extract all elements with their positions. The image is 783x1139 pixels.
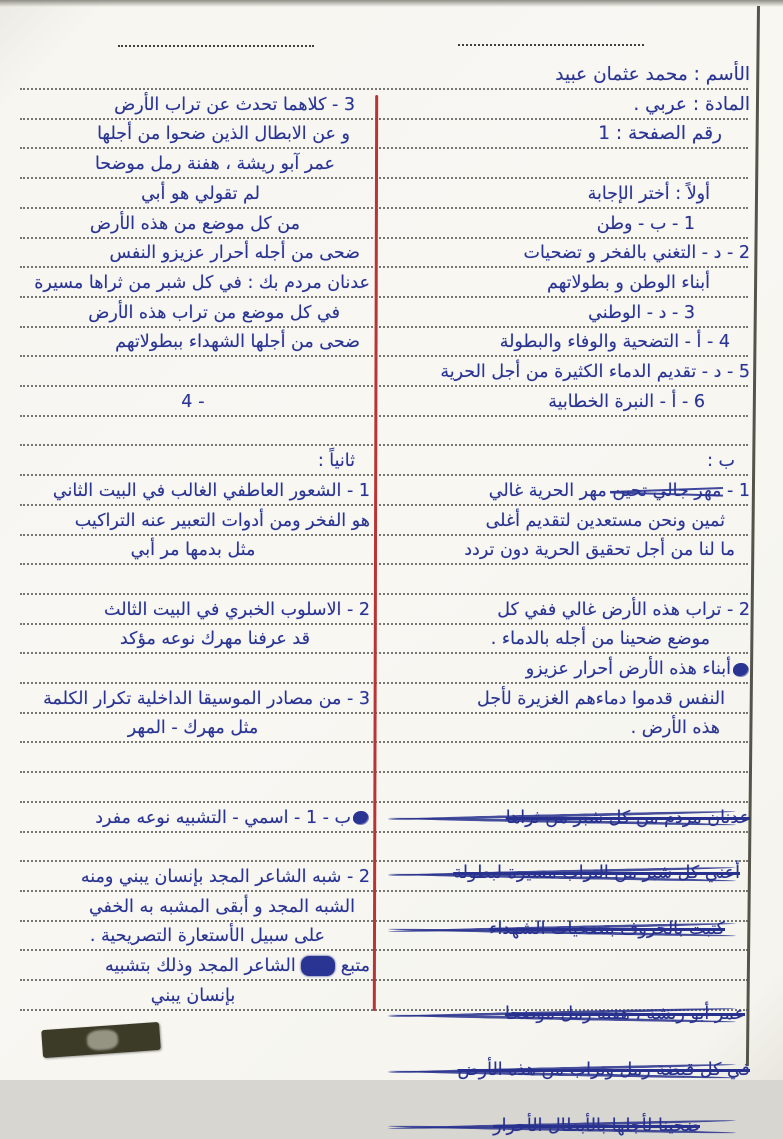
left-column [16, 0, 370, 1080]
struck-line: عدنان مردم من كل شبر من ثراها [384, 805, 750, 831]
struck-words: مهر جالي تحين [612, 478, 721, 504]
handwritten-line: عدنان مردم بك : في كل شبر من ثراها مسيرة [34, 272, 370, 293]
right-column [384, 0, 750, 1136]
handwritten-line: ضحى من أجله أحرار عزيزو النفس [109, 243, 360, 264]
struck-line: ضحينا لأجلها بالأبطال الأحرار [384, 1113, 750, 1139]
struck-line: كتبت بالحروف بتضحيات الشهداء [384, 916, 750, 942]
handwritten-line: 1 - الشعور العاطفي الغالب في البيت الثاني [52, 480, 370, 501]
handwritten-line: مثل بدمها مر أبي [130, 540, 256, 561]
handwritten-line: 4 - أ - التضحية والوفاء والبطولة [499, 332, 730, 353]
handwritten-line: النفس قدموا دماءهم الغزيرة لأجل [476, 688, 725, 709]
margin-line [373, 95, 378, 1011]
handwritten-line: 5 - د - تقديم الدماء الكثيرة من أجل الحرية [440, 362, 750, 382]
handwritten-line: ثمين ونحن مستعدين لتقديم أغلى [485, 510, 725, 531]
handwritten-line: مثل مهرك - المهر [127, 718, 259, 739]
section-first-title: أولاً : أختر الإجابة [587, 183, 710, 204]
handwritten-line: هذه الأرض . [630, 718, 720, 739]
handwritten-line: 2 - شبه الشاعر المجد بإنسان يبني ومنه [80, 866, 370, 887]
handwritten-line: على سبيل الأستعارة التصريحية . [89, 926, 325, 947]
handwritten-line: قد عرفنا مهرك نوعه مؤكد [119, 629, 310, 650]
handwritten-line: الشبه المجد و أبقى المشبه به الخفي [88, 896, 355, 917]
handwritten-line: أبناء الوطن و بطولاتهم [546, 272, 710, 293]
handwritten-line: ب - 1 - اسمي - التشبيه نوعه مفرد [16, 805, 370, 831]
handwritten-line: 2 - تراب هذه الأرض غالي ففي كل [497, 599, 750, 620]
handwritten-line: - 4 [181, 391, 205, 412]
handwritten-line: ما لنا من أجل تحقيق الحرية دون تردد [464, 540, 735, 561]
handwritten-line: و عن الابطال الذين ضحوا من أجلها [97, 124, 350, 145]
subject-line: المادة : عربي . [633, 93, 750, 115]
scribbled-word: محل [301, 956, 336, 976]
handwritten-line: موضع ضحينا من أجله بالدماء . [490, 629, 710, 650]
handwritten-line: هو الفخر ومن أدوات التعبير عنه التراكيب [74, 510, 370, 531]
handwritten-line: 2 - الاسلوب الخبري في البيت الثالث [104, 599, 370, 620]
stamp-smudge [86, 1029, 118, 1051]
handwritten-line: 6 - أ - النبرة الخطابية [548, 391, 705, 412]
ink-blot [733, 663, 748, 676]
page-number-line: رقم الصفحة : 1 [598, 123, 722, 145]
handwritten-line: ثانياً : [317, 451, 355, 472]
handwritten-line: عمر آبو ريشة ، هفنة رمل موضحا [94, 154, 335, 175]
handwritten-line: 1 - مهر جالي تحين مهر الحرية غالي [384, 478, 750, 504]
struck-line: في كل قبضة رمل وتراب من هذه الأرض [384, 1057, 750, 1083]
student-name-line: الأسم : محمد عثمان عبيد [555, 64, 750, 85]
handwritten-line: 1 - ب - وطن [596, 213, 695, 234]
handwritten-line: 3 - من مصادر الموسيقا الداخلية تكرار الكلمة [43, 688, 370, 709]
struck-line: عمر أبو ريشة ، هفنة رمل موضحا [384, 1001, 750, 1027]
handwritten-line: 2 - د - التغني بالفخر و تضحيات [523, 243, 750, 264]
handwritten-line: بإنسان يبني [150, 985, 236, 1006]
handwritten-line: 3 - د - الوطني [588, 302, 695, 323]
handwritten-line: في كل موضع من تراب هذه الأرض [88, 302, 340, 323]
struck-line: أعني كل شبر من التراب مسيرة لبطولة [384, 860, 750, 886]
handwritten-line: أبناء هذه الأرض أحرار عزيزو [384, 656, 750, 682]
handwritten-line: 3 - كلاهما تحدث عن تراب الأرض [114, 94, 355, 115]
handwritten-line: ضحى من أجلها الشهداء ببطولاتهم [115, 332, 360, 353]
handwritten-line: ب : [707, 451, 735, 472]
handwritten-line: من كل موضع من هذه الأرض [89, 213, 300, 234]
ink-blot [353, 811, 368, 824]
handwritten-line: متبع محل الشاعر المجد وذلك بتشبيه [104, 956, 370, 976]
handwritten-line: لم تقولي هو أبي [141, 183, 260, 204]
